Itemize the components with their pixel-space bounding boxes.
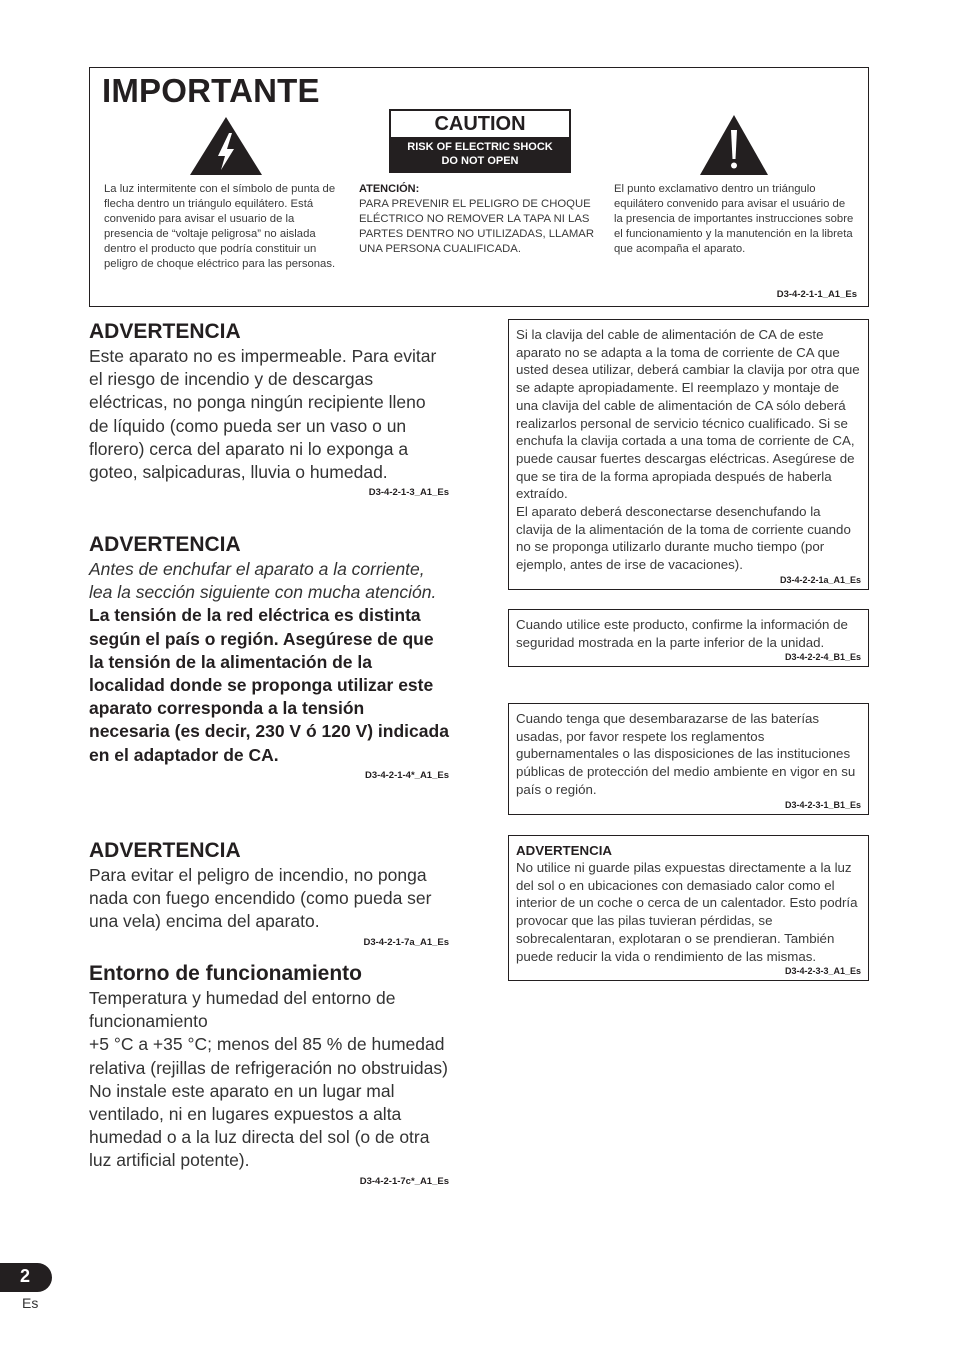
warning-section-water [89,319,449,498]
important-box [89,67,869,307]
section-bold-text: La tensión de la red eléctrica es distinta según el país o región. Asegúrese de que la tensión de la alimentación de la localidad donde se proponga utilizar este aparato corresponda a la tensión necesaria (es decir, 230 V ó 120 V) indicada en el adaptador de CA. [89,605,449,765]
caution-subtext-1: RISK OF ELECTRIC SHOCK [407,141,553,153]
section-text-1: Temperatura y humedad del entorno de funcionamiento [89,988,396,1032]
box-text-2: El aparato deberá desconectarse desenchufando la clavija de la alimentación de la toma de corriente cuando no se proponga utilizarlo durante mucho tiempo (por ejemplo, antes de irse de vacaciones). [516,504,851,573]
caution-label [389,109,571,173]
box-label: ADVERTENCIA [516,843,613,858]
battery-disposal-box [508,703,869,815]
reference-code: D3-4-2-3-3_A1_Es [784,966,861,977]
exclamation-explanation: El punto exclamativo dentro un triángulo equilátero convenido para avisar el usuário de la presencia de importantes instrucciones sobre el funcionamiento y la manutención en la libreta que acompaña el aparato. [614,183,854,255]
section-text: Para evitar el peligro de incendio, no ponga nada con fuego encendido (como pueda ser una vela) encima del aparato. [89,865,432,932]
box-text-1: Si la clavija del cable de alimentación de CA de este aparato no se adapta a la toma de corriente de CA que usted desea utilizar, deberá cambiar la clavija por otra que se adapte apropiadamente. El reemplazo y montaje de una clavija del cable de alimentación de CA sólo deberá realizarlos personal de servicio técnico cualificado. Si se enchufa la clavija cortada a una toma de corriente de CA, puede causar fuertes descargas eléctricas. Asegúrese de que se tira de la forma apropiada después de haberla extraído. [516,327,860,502]
reference-code: D3-4-2-1-4*_A1_Es [365,769,449,781]
section-text: Este aparato no es impermeable. Para evitar el riesgo de incendio y de descargas eléctricas, no ponga ningún recipiente lleno de líquido (como pueda ser un vaso o un florero) cerca del aparato ni lo exponga a goteo, salpicaduras, lluvia o humedad. [89,346,437,483]
page-number: 2 [20,1266,31,1286]
operating-environment-section [89,961,449,1187]
section-text-3: No instale este aparato en un lugar mal ventilado, ni en lugares expuestos a alta humedad o a la luz directa del sol (o de otra luz artificial potente). [89,1080,430,1171]
safety-info-box [508,609,869,667]
reference-code: D3-4-2-2-1a_A1_Es [779,574,861,585]
reference-code: D3-4-2-1-7c*_A1_Es [359,1175,449,1187]
language-code: Es [22,1295,39,1311]
reference-code: D3-4-2-1-1_A1_Es [776,289,857,300]
box-text: Cuando tenga que desembarazarse de las baterías usadas, por favor respete los reglamentos gubernamentales o las disposiciones de las instituciones públicas de protección del medio ambiente en vigor en su país o región. [516,711,856,797]
box-text: Cuando utilice este producto, confirme la información de seguridad mostrada en la parte inferior de la unidad. [516,617,848,650]
reference-code: D3-4-2-2-4_B1_Es [784,652,861,663]
section-italic-text: Antes de enchufar el aparato a la corriente, lea la sección siguiente con mucha atención. [89,559,437,603]
box-text: No utilice ni guarde pilas expuestas directamente a la luz del sol o en ubicaciones con demasiado calor como el interior de un coche o cerca de un calentador. Esto podría provocar que las pilas tuvieran pérdidas, se sobrecalentaran, explotaran o se prendieran. También puede reducir la vida o rendimiento de las mismas. [516,860,858,964]
plug-notice-box [508,319,869,590]
attention-block [359,182,599,257]
page-number-tab [0,1263,52,1292]
warning-section-voltage [89,532,449,781]
warning-section-fire [89,838,449,948]
reference-code: D3-4-2-3-1_B1_Es [784,799,861,810]
attention-label: ATENCIÓN: [359,183,420,195]
section-title: Entorno de funcionamiento [89,962,362,985]
section-text-2: +5 °C a +35 °C; menos del 85 % de humedad relativa (rejillas de refrigeración no obstruidas) [89,1034,448,1078]
section-title: ADVERTENCIA [89,320,241,343]
section-title: ADVERTENCIA [89,839,241,862]
caution-heading: CAUTION [391,111,569,137]
lightning-explanation: La luz intermitente con el símbolo de punta de flecha dentro un triángulo equilátero. Está convenido para avisar el usuario de la presencia de “voltaje peligrosa” no aislada dentro el producto que podría constituir un peligro de choque eléctrico para las personas. [104,183,336,270]
reference-code: D3-4-2-1-7a_A1_Es [363,936,449,948]
exclamation-warning-icon [699,114,769,176]
caution-subtext-2: DO NOT OPEN [441,155,519,167]
reference-code: D3-4-2-1-3_A1_Es [368,487,449,499]
battery-warning-box [508,835,869,981]
section-title: ADVERTENCIA [89,533,241,556]
lightning-warning-icon [189,116,263,176]
important-title: IMPORTANTE [102,72,320,109]
attention-text: PARA PREVENIR EL PELIGRO DE CHOQUE ELÉCTRICO NO REMOVER LA TAPA NI LAS PARTES DENTRO NO UTILIZADAS, LLAMAR UNA PERSONA CUALIFICADA. [359,198,594,255]
